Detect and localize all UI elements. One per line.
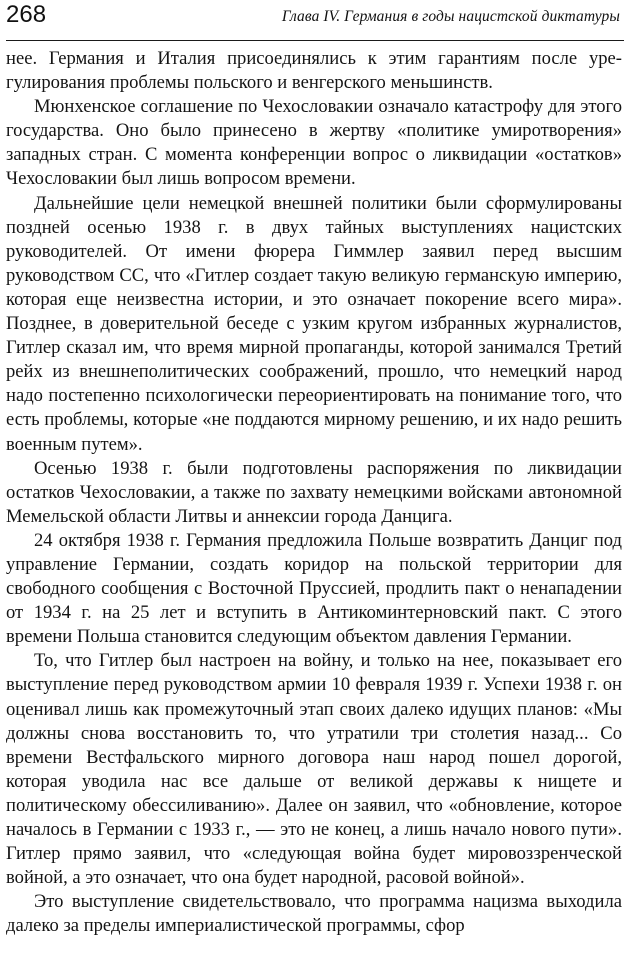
paragraph-nazi-program: Это выступление свидетельствовало, что программа нацизма выходила далеко за пределы империалистической программы, сфор — [6, 891, 622, 937]
paragraph-october-1938: 24 октября 1938 г. Германия предложила Польше возвратить Данциг под управление Германии, создать коридор на польской территории для свободного сообщения с Восточной Пруссией, продлить пакт о ненападении от 1934 г. на 25 лет и вступить в Антикоминтерновский пакт. С этого времени Польша становится следующим объектом давления Германии. — [6, 529, 622, 648]
paragraph-hitler-speech: То, что Гитлер был настроен на войну, и только на нее, показывает его выступление перед руководством армии 10 февраля 1939 г. Успехи 1938 г. он оценивал лишь как промежуточный этап своих далеко идущих планов: «Мы должны снова восстановить то, что утратили три столетия назад... Со времени Вестфальского мирного договора наш народ пошел дорогой, которая уводила нас все дальше от великой державы к нищете и политическому обессиливанию». Далее он заявил, что «обновление, которое началось в Германии с 1933 г., — это не конец, а лишь начало нового пути». Гитлер прямо заявил, что «следующая война будет мировоззренческой войной, а это означает, что она будет народной, расовой войной». — [6, 650, 622, 889]
paragraph-munich-agreement: Мюнхенское соглашение по Чехословакии означало катастрофу для этого государства. Оно было принесено в жертву «политике умиротворения» западных стран. С момента конференции вопрос о ликвидации «остатков» Чехословакии был лишь вопросом времени. — [6, 96, 622, 190]
paragraph-foreign-policy-goals: Дальнейшие цели немецкой внешней политики были сформулированы поздней осенью 1938 г. в двух тайных выступлениях нацистских руководителей. От имени фюрера Гиммлер заявил перед высшим руководством СС, что «Гитлер создает такую великую германскую империю, которая еще неизвестна истории, и это означает покорение всего мира». Позднее, в доверительной беседе с узким кругом избранных журналистов, Гитлер сказал им, что время мирной пропаганды, которой занимался Третий рейх из внешнеполитических соображений, прошло, что немецкий народ надо постепенно психологически переориентировать на понимание того, что есть проблемы, которые «не поддаются мирному решению, и их надо решить военным путем». — [6, 192, 622, 455]
body-text — [6, 47, 622, 938]
chapter-title: Глава IV. Германия в годы нацистской диктатуры — [281, 8, 620, 25]
paragraph-autumn-1938: Осенью 1938 г. были подготовлены распоряжения по ликвидации остатков Чехословакии, а также по захвату немецкими войсками автономной Мемельской области Литвы и аннексии города Данцига. — [6, 457, 622, 527]
page-number: 268 — [6, 1, 47, 28]
paragraph-continued: нее. Германия и Италия присоединялись к этим гарантиям после урегулирования проблемы польского и венгерского меньшинств. — [6, 48, 622, 94]
running-header — [6, 0, 624, 41]
